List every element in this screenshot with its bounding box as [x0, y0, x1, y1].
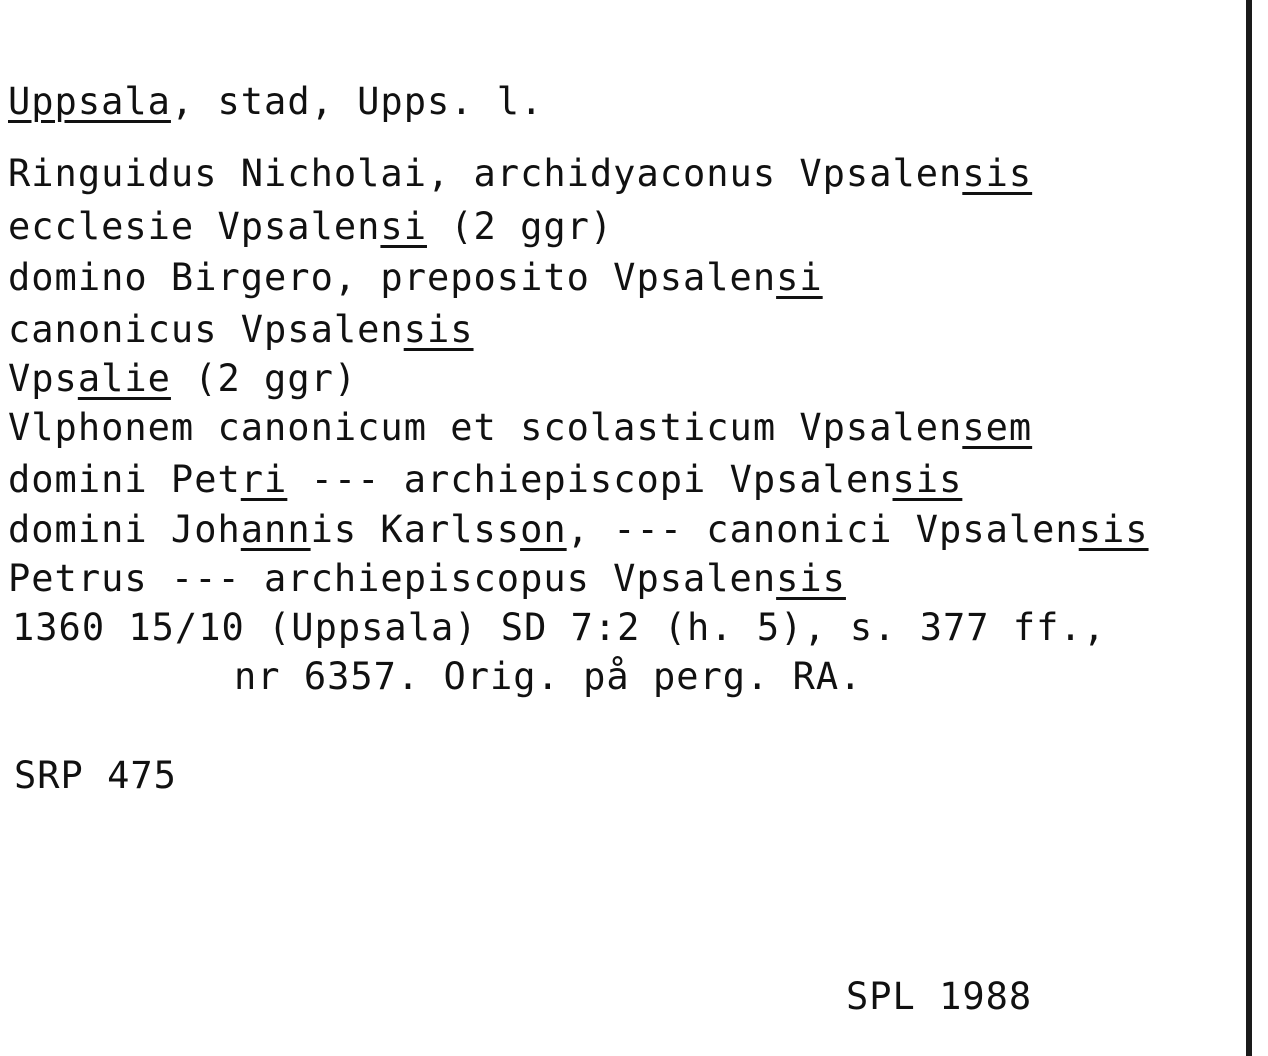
heading-place: Uppsala — [8, 80, 171, 123]
entry-text: domino Birgero, preposito Vpsalen — [8, 256, 777, 299]
entry-underlined: sis — [892, 458, 963, 501]
card-heading — [8, 80, 543, 124]
reference-code: SRP 475 — [14, 754, 177, 797]
entry-line — [8, 557, 846, 601]
entry-underlined: sis — [403, 308, 474, 351]
source-line: nr 6357. Orig. på perg. RA. — [234, 655, 863, 698]
entry-underlined: sis — [962, 152, 1033, 195]
heading-rest: , stad, Upps. l. — [170, 80, 544, 123]
entry-line — [8, 357, 357, 401]
signature-code: SPL 1988 — [846, 975, 1033, 1018]
entry-underlined: sis — [1078, 508, 1149, 551]
entry-line — [8, 256, 823, 300]
entry-text: domini Joh — [8, 508, 241, 551]
entry-underlined: ri — [240, 458, 288, 501]
entry-text: (2 ggr) — [170, 357, 358, 400]
entry-line — [8, 508, 1149, 552]
entry-text: canonicus Vpsalen — [8, 308, 404, 351]
entry-text: Vlphonem canonicum et scolasticum Vpsalen — [8, 406, 963, 449]
entry-underlined: on — [520, 508, 567, 551]
entry-text: Petrus --- archiepiscopus Vpsalen — [8, 557, 777, 600]
entry-text: is Karlss — [310, 508, 521, 551]
entry-text: Vps — [8, 357, 78, 400]
source-line: 1360 15/10 (Uppsala) SD 7:2 (h. 5), s. 377 ff., — [12, 606, 1106, 649]
entry-line — [8, 458, 962, 502]
entry-line — [8, 152, 1032, 196]
entry-line — [8, 406, 1032, 450]
entry-line — [8, 205, 613, 249]
card-edge — [1246, 0, 1252, 1056]
entry-underlined: si — [776, 256, 823, 299]
entry-text: --- archiepiscopi Vpsalen — [287, 458, 893, 501]
entry-text: (2 ggr) — [426, 205, 614, 248]
entry-text: Ringuidus Nicholai, archidyaconus Vpsalen — [8, 152, 963, 195]
entry-line — [8, 308, 474, 352]
entry-underlined: si — [380, 205, 427, 248]
entry-text: , --- canonici Vpsalen — [566, 508, 1079, 551]
entry-underlined: sis — [776, 557, 846, 600]
entry-underlined: alie — [77, 357, 171, 400]
entry-text: domini Pet — [8, 458, 241, 501]
entry-underlined: ann — [240, 508, 311, 551]
entry-text: ecclesie Vpsalen — [8, 205, 381, 248]
entry-underlined: sem — [962, 406, 1033, 449]
